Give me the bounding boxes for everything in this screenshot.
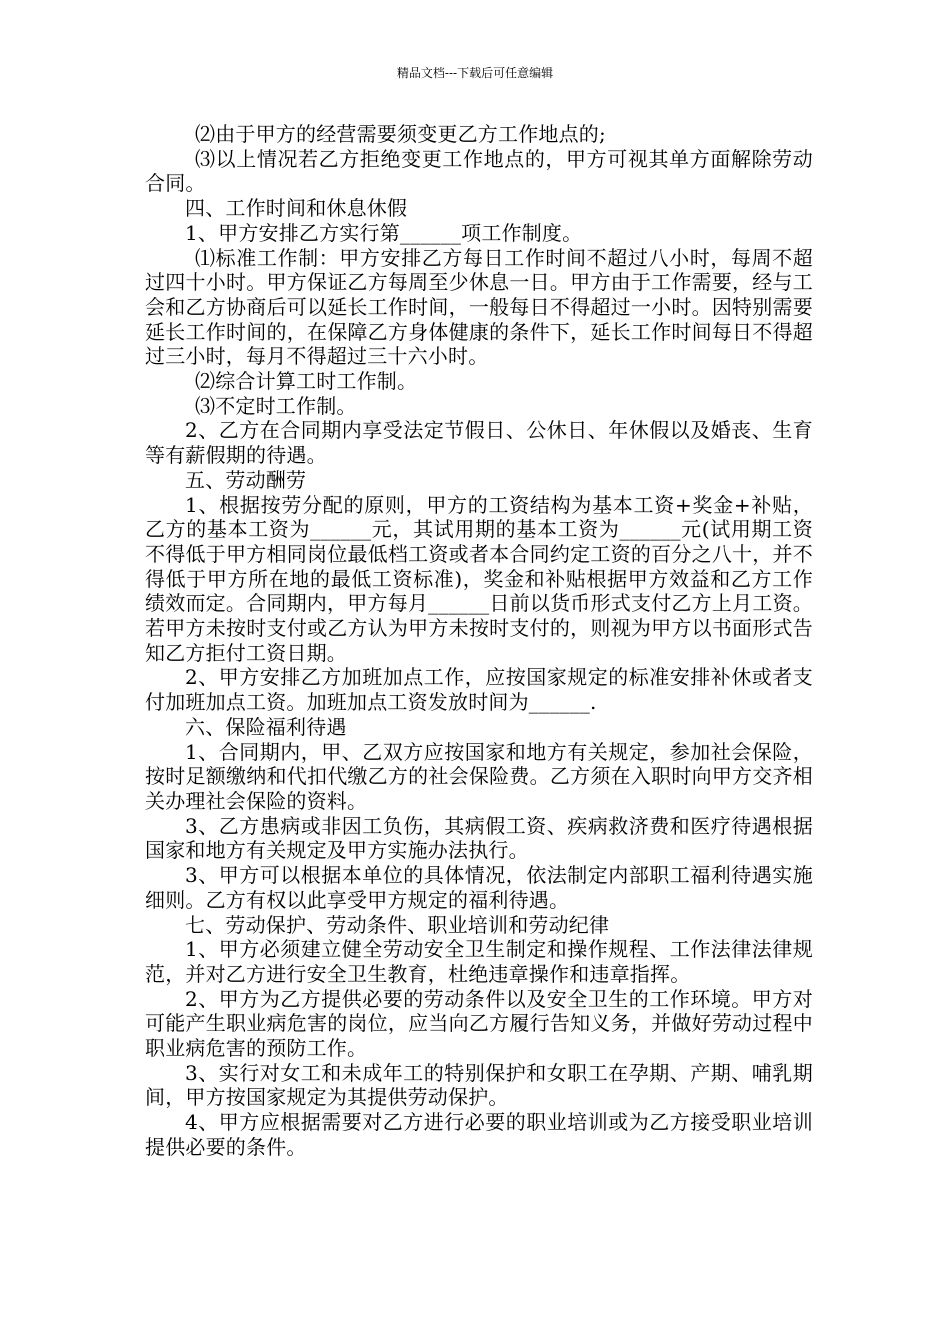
section-heading-insurance: 六、保险福利待遇 (185, 714, 347, 739)
page-header: 精品文档---下载后可任意编辑 (396, 66, 554, 80)
paragraph-clause-3-3: ⑶以上情况若乙方拒绝变更工作地点的，甲方可视其单方面解除劳动合同。 (145, 146, 813, 196)
paragraph-training: 4、甲方应根据需要对乙方进行必要的职业培训或为乙方接受职业培训提供必要的条件。 (145, 1110, 813, 1159)
paragraph-work-conditions: 2、甲方为乙方提供必要的劳动条件以及安全卫生的工作环境。甲方对可能产生职业病危害的岗位，应当向乙方履行告知义务，并做好劳动过程中职业病危害的预防工作。 (145, 986, 813, 1061)
section-heading-work-hours: 四、工作时间和休息休假 (185, 196, 408, 221)
paragraph-sick-leave: 3、乙方患病或非因工负伤，其病假工资、疾病救济费和医疗待遇根据国家和地方有关规定及甲方实施办法执行。 (145, 813, 813, 863)
paragraph-paid-leave: 2、乙方在合同期内享受法定节假日、公休日、年休假以及婚丧、生育等有薪假期的待遇。 (145, 418, 813, 468)
section-heading-labor-protection: 七、劳动保护、劳动条件、职业培训和劳动纪律 (185, 912, 610, 937)
paragraph-standard-hours: ⑴标准工作制：甲方安排乙方每日工作时间不超过八小时，每周不超过四十小时。甲方保证乙方每周至少休息一日。甲方由于工作需要，经与工会和乙方协商后可以延长工作时间，一般每日不得超过一小时。因特别需要延长工作时间的，在保障乙方身体健康的条件下，延长工作时间每日不得超过三小时，每月不得超过三十六小时。 (145, 245, 813, 369)
section-heading-remuneration: 五、劳动酬劳 (185, 467, 307, 492)
document-body (145, 122, 813, 1160)
paragraph-work-system: 1、甲方安排乙方实行第______项工作制度。 (185, 220, 583, 245)
paragraph-overtime: 2、甲方安排乙方加班加点工作，应按国家规定的标准安排补休或者支付加班加点工资。加班加点工资发放时间为______. (145, 665, 813, 715)
paragraph-welfare: 3、甲方可以根据本单位的具体情况，依法制定内部职工福利待遇实施细则。乙方有权以此享受甲方规定的福利待遇。 (145, 863, 813, 912)
paragraph-clause-3-2: ⑵由于甲方的经营需要须变更乙方工作地点的; (195, 122, 606, 146)
paragraph-special-protection: 3、实行对女工和未成年工的特别保护和女职工在孕期、产期、哺乳期间，甲方按国家规定为其提供劳动保护。 (145, 1060, 813, 1110)
paragraph-wage-structure: 1、根据按劳分配的原则，甲方的工资结构为基本工资+奖金+补贴，乙方的基本工资为______元，其试用期的基本工资为______元(试用期工资不得低于甲方相同岗位最低档工资或者本合同约定工资的百分之八十，并不得低于甲方所在地的最低工资标准)，奖金和补贴根据甲方效益和乙方工作绩效而定。合同期内，甲方每月______日前以货币形式支付乙方上月工资。若甲方未按时支付或乙方认为甲方未按时支付的，则视为甲方以书面形式告知乙方拒付工资日期。 (145, 492, 813, 665)
paragraph-safety-rules: 1、甲方必须建立健全劳动安全卫生制定和操作规程、工作法律法律规范，并对乙方进行安全卫生教育，杜绝违章操作和违章指挥。 (145, 937, 813, 986)
paragraph-comprehensive-hours: ⑵综合计算工时工作制。 (195, 369, 418, 394)
paragraph-social-insurance: 1、合同期内，甲、乙双方应按国家和地方有关规定，参加社会保险，按时足额缴纳和代扣代缴乙方的社会保险费。乙方须在入职时向甲方交齐相关办理社会保险的资料。 (145, 739, 813, 813)
paragraph-flexible-hours: ⑶不定时工作制。 (195, 393, 357, 418)
